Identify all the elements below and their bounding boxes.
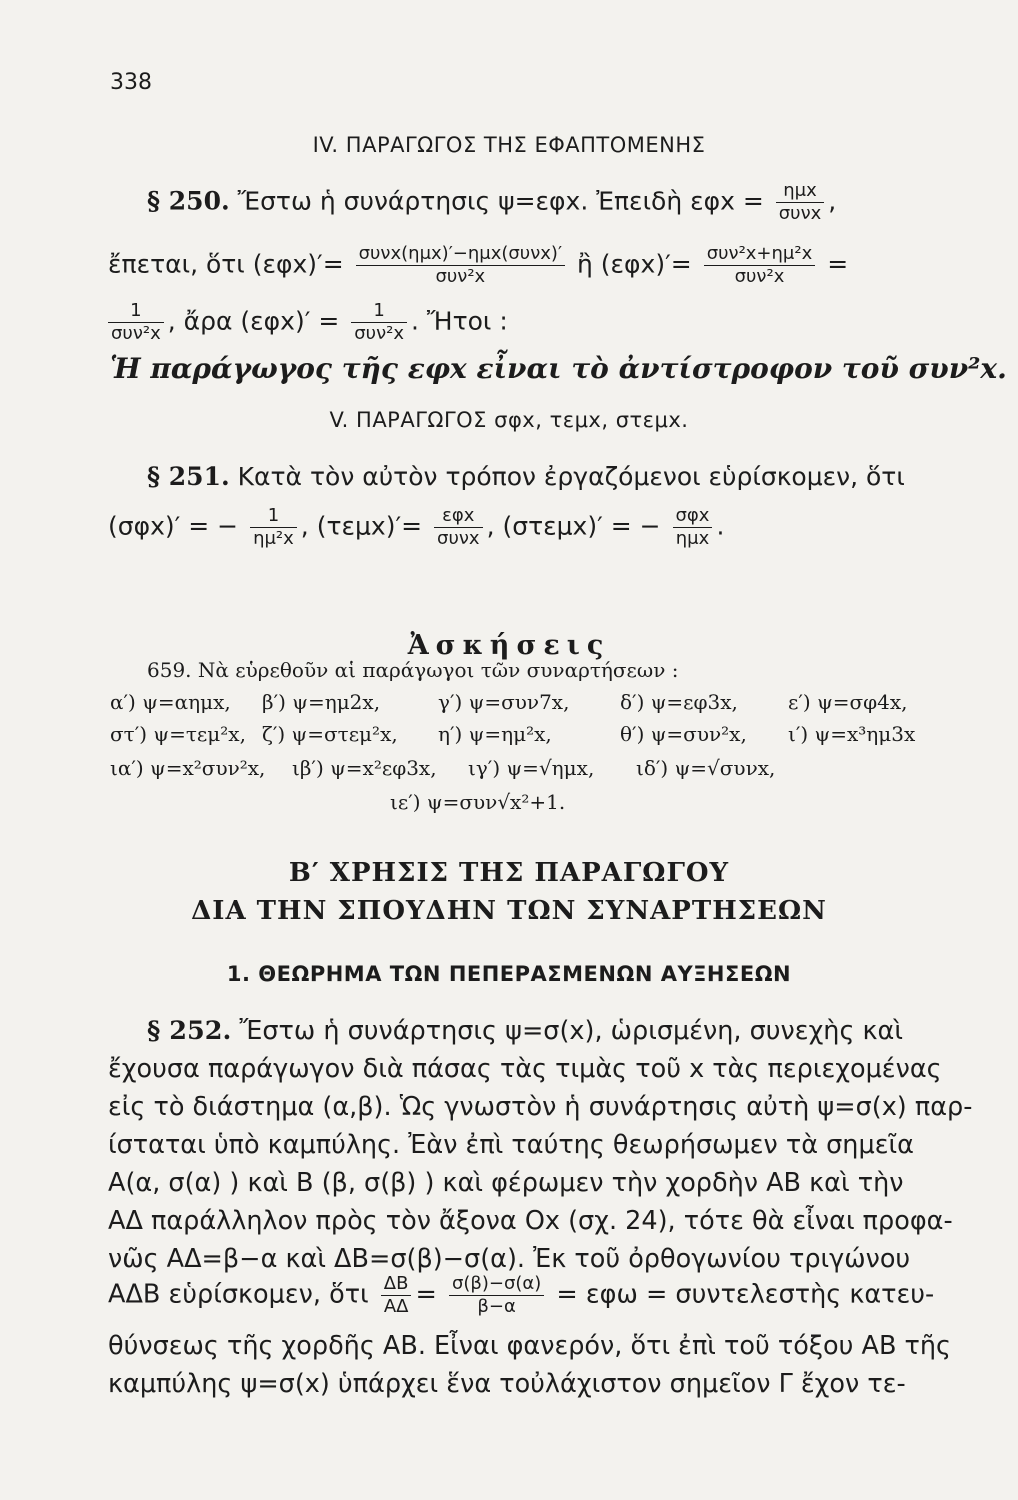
frac-den: συνx xyxy=(778,203,822,224)
exercise-row-1 xyxy=(438,690,569,714)
exercise-item: θ′) ψ=συν²x, xyxy=(620,722,747,746)
text: Ἔστω ἡ συνάρτησις ψ=σ(x), ὡρισμένη, συνεχὴς καὶ xyxy=(239,1016,903,1046)
par-250-number: § 250. xyxy=(147,186,230,216)
exercise-row-1 xyxy=(788,690,908,714)
exercise-item: η′) ψ=ημ²x, xyxy=(438,722,552,746)
text: , ἄρα (εφx)′ = xyxy=(167,306,340,336)
par-252-line7: νῶς ΑΔ=β−α καὶ ΔΒ=σ(β)−σ(α). Ἐκ τοῦ ὀρθογωνίου τριγώνου xyxy=(108,1244,911,1274)
theorem-subheading: 1. ΘΕΩΡΗΜΑ ΤΩΝ ΠΕΠΕΡΑΣΜΕΝΩΝ ΑΥΞΗΣΕΩΝ xyxy=(226,962,792,986)
frac-den: συνx xyxy=(437,528,480,549)
frac-num: σφx xyxy=(673,505,713,528)
chapter-title-line1: Β′ ΧΡΗΣΙΣ ΤΗΣ ΠΑΡΑΓΩΓΟΥ xyxy=(288,858,730,888)
par-250-line1 xyxy=(147,180,836,225)
exercise-row-2 xyxy=(620,722,747,746)
exercise-item: ιγ′) ψ=√ημx, xyxy=(468,756,595,780)
text: , (στεμx)′ = − xyxy=(486,511,661,541)
par-252-line4: ίσταται ὑπὸ καμπύλης. Ἐὰν ἐπὶ ταύτης θεωρήσωμεν τὰ σημεῖα xyxy=(108,1130,914,1160)
theorem-statement: Ἡ παράγωγος τῆς εφx εἶναι τὸ ἀντίστροφον τοῦ συν²x. xyxy=(110,352,1007,385)
exercise-item: στ′) ψ=τεμ²x, xyxy=(110,722,246,746)
frac-num: 1 xyxy=(351,300,407,323)
text: ἔπεται, ὅτι (εφx)′= xyxy=(108,249,344,279)
fraction-tan-def xyxy=(776,180,825,225)
fraction-result-2 xyxy=(351,300,407,345)
frac-den: συν²x xyxy=(111,323,161,344)
frac-num: συνx(ημx)′−ημx(συνx)′ xyxy=(356,243,565,266)
exercise-row-3 xyxy=(110,756,265,780)
text: , (τεμx)′= xyxy=(300,511,423,541)
par-252-line8: ΑΔΒ εὑρίσκομεν, ὅτι $\frac{\Delta B}{A\Delta}$ = $\frac{\sigma(\beta)-\sigma(\alpha)}{\beta-\alpha}$ = εφω = συντελεστὴς κατευ- xyxy=(108,1273,935,1317)
frac-num: ημx xyxy=(776,180,825,203)
fraction-result xyxy=(108,300,164,345)
chapter-title-line2: ΔΙΑ ΤΗΝ ΣΠΟΥΔΗΝ ΤΩΝ ΣΥΝΑΡΤΗΣΕΩΝ xyxy=(191,896,827,926)
frac-den: β−α xyxy=(477,1296,516,1317)
exercise-item: ια′) ψ=x²συν²x, xyxy=(110,756,266,780)
text: (σφx)′ = − xyxy=(108,511,239,541)
text: ΑΔΒ εὑρίσκομεν, ὅτι xyxy=(108,1279,369,1310)
exercise-item: ε′) ψ=σφ4x, xyxy=(788,690,908,714)
text: . Ἤτοι : xyxy=(411,306,508,336)
text: = εφω = συντελεστὴς κατευ- xyxy=(556,1279,935,1310)
frac-den: ημ²x xyxy=(253,528,294,549)
par-252-line3: εἰς τὸ διάστημα (α,β). Ὡς γνωστὸν ἡ συνάρτησις αὐτὴ ψ=σ(x) παρ- xyxy=(108,1092,973,1122)
exercise-item: β′) ψ=ημ2x, xyxy=(262,690,381,714)
exercise-row-1 xyxy=(620,690,738,714)
par-252-line9: θύνσεως τῆς χορδῆς ΑΒ. Εἶναι φανερόν, ὅτι ἐπὶ τοῦ τόξου ΑΒ τῆς xyxy=(108,1331,952,1361)
exercise-item: ιβ′) ψ=x²εφ3x, xyxy=(292,756,437,780)
frac-den: συν²x xyxy=(435,266,486,287)
fraction-identity xyxy=(704,243,816,288)
frac-num: 1 xyxy=(250,505,297,528)
par-251-number: § 251. xyxy=(147,462,230,491)
exercise-item: ι′) ψ=x³ημ3x xyxy=(788,722,916,746)
par-252-number: § 252. xyxy=(147,1016,232,1046)
par-252-line1 xyxy=(147,1013,903,1051)
exercise-row-1 xyxy=(110,690,231,714)
frac-num: 1 xyxy=(108,300,164,323)
exercise-row-2 xyxy=(262,722,398,746)
text: Κατὰ τὸν αὐτὸν τρόπον ἐργαζόμενοι εὑρίσκομεν, ὅτι xyxy=(237,462,905,491)
par-252-line6: ΑΔ παράλληλον πρὸς τὸν ἄξονα Οx (σχ. 24), τότε θὰ εἶναι προφα- xyxy=(108,1206,953,1236)
exercise-row-3 xyxy=(636,756,775,780)
frac-num: συν²x+ημ²x xyxy=(704,243,816,266)
par-251-line1 xyxy=(147,462,905,491)
exercise-row-4: ιε′) ψ=συν√x²+1. xyxy=(390,790,566,814)
exercise-row-2 xyxy=(788,722,915,746)
period: . xyxy=(716,511,725,541)
par-252-line10: καμπύλης ψ=σ(x) ὑπάρχει ἕνα τοὐλάχιστον σημεῖον Γ ἔχον τε- xyxy=(108,1369,906,1399)
par-250-line2 xyxy=(108,243,848,288)
exercise-row-3 xyxy=(468,756,594,780)
exercise-item: ιδ′) ψ=√συνx, xyxy=(636,756,776,780)
par-252-line2: ἔχουσα παράγωγον διὰ πάσας τὰς τιμὰς τοῦ x τὰς περιεχομένας xyxy=(108,1054,942,1084)
exercise-659-intro: 659. Νὰ εὑρεθοῦν αἱ παράγωγοι τῶν συναρτήσεων : xyxy=(147,658,679,682)
exercise-row-1 xyxy=(262,690,380,714)
section-v-heading: V. ΠΑΡΑΓΩΓΟΣ σφx, τεμx, στεμx. xyxy=(329,408,689,432)
exercise-item: δ′) ψ=εφ3x, xyxy=(620,690,738,714)
frac-den: ΑΔ xyxy=(383,1296,409,1317)
exercise-row-3 xyxy=(292,756,437,780)
par-250-line3 xyxy=(104,300,508,345)
frac-den: ημx xyxy=(675,528,710,549)
exercise-item: ζ′) ψ=στεμ²x, xyxy=(262,722,398,746)
par-250-text1: Ἔστω ἡ συνάρτησις ψ=εφx. Ἐπειδὴ εφx = xyxy=(237,186,764,216)
comma: , xyxy=(828,186,837,216)
par-251-line2 xyxy=(108,505,724,550)
frac-num: σ(β)−σ(α) xyxy=(449,1273,544,1296)
exercise-row-2 xyxy=(110,722,246,746)
equals: = xyxy=(827,249,849,279)
section-iv-heading: IV. ΠΑΡΑΓΩΓΟΣ ΤΗΣ ΕΦΑΠΤΟΜΕΝΗΣ xyxy=(312,133,706,157)
fraction-quotient-rule xyxy=(356,243,565,288)
fraction-sec xyxy=(434,505,483,550)
fraction-cot xyxy=(250,505,297,550)
fraction-slope-ratio xyxy=(381,1273,412,1318)
frac-den: συν²x xyxy=(734,266,785,287)
frac-num: εφx xyxy=(434,505,483,528)
page-number: 338 xyxy=(110,70,152,95)
exercises-title: Ἀσκήσεις xyxy=(407,630,611,661)
frac-num: ΔΒ xyxy=(381,1273,412,1296)
fraction-difference-quotient xyxy=(449,1273,544,1318)
fraction-csc xyxy=(673,505,713,550)
frac-den: συν²x xyxy=(354,323,404,344)
exercise-item: γ′) ψ=συν7x, xyxy=(438,690,570,714)
exercise-row-2 xyxy=(438,722,552,746)
text: ἢ (εφx)′= xyxy=(577,249,692,279)
exercise-item: α′) ψ=αημx, xyxy=(110,690,231,714)
par-252-line5: Α(α, σ(α) ) καὶ Β (β, σ(β) ) καὶ φέρωμεν τὴν χορδὴν ΑΒ καὶ τὴν xyxy=(108,1168,904,1198)
